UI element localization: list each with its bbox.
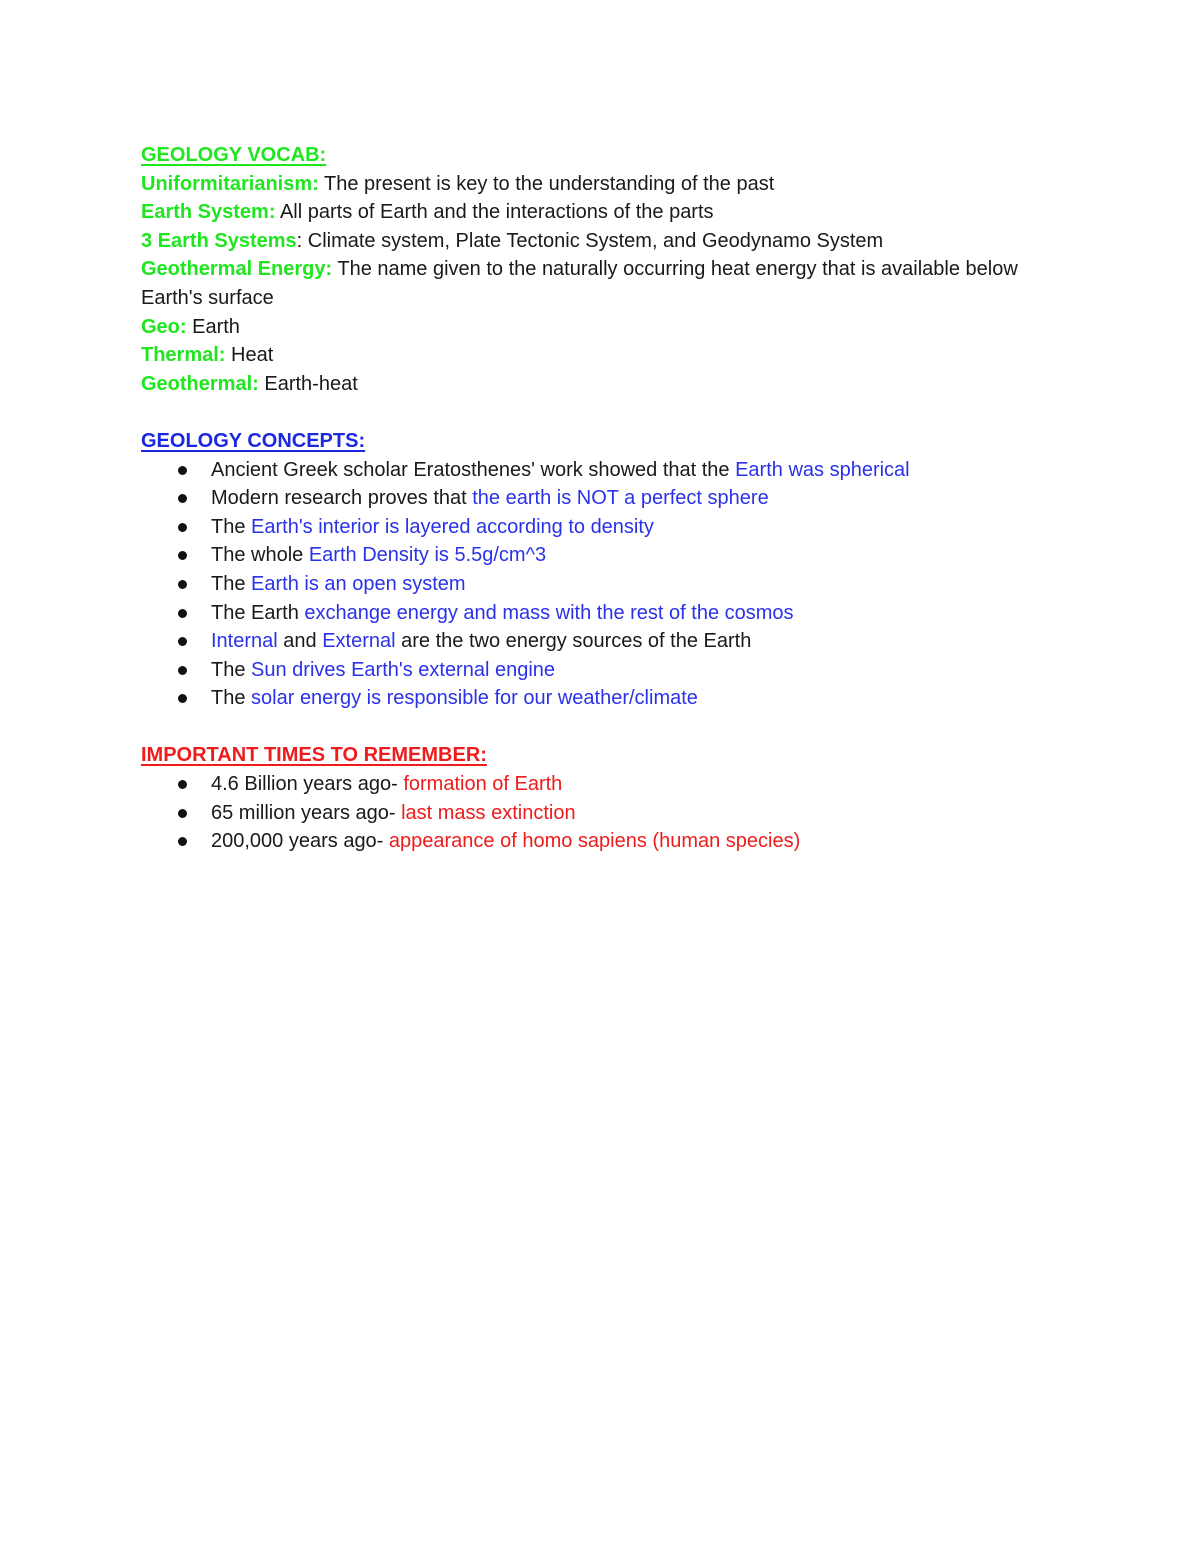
- vocab-term: Earth System:: [141, 201, 276, 224]
- item-highlight: formation of Earth: [403, 773, 563, 796]
- section-spacer: [141, 398, 1061, 427]
- vocab-definition: Earth: [186, 315, 240, 338]
- item-text: 200,000 years ago-: [211, 830, 389, 853]
- item-highlight: solar energy is responsible for our weather/climate: [251, 687, 698, 710]
- vocab-definition: All parts of Earth and the interactions of the parts: [275, 201, 714, 224]
- bullet-icon: [178, 837, 187, 846]
- vocab-term: Uniformitarianism:: [141, 172, 319, 195]
- list-item: [141, 541, 1061, 570]
- bullet-icon: [178, 609, 187, 618]
- bullet-icon: [178, 466, 187, 475]
- item-text: 4.6 Billion years ago-: [211, 773, 404, 796]
- list-item: [141, 456, 1061, 485]
- item-text: Modern research proves that: [211, 487, 473, 510]
- times-list: [141, 770, 1061, 856]
- item-highlight: Earth's interior is layered according to density: [251, 515, 654, 538]
- section-spacer: [141, 713, 1061, 742]
- list-item: [141, 656, 1061, 685]
- list-item: [141, 570, 1061, 599]
- bullet-icon: [178, 523, 187, 532]
- document-page: [141, 141, 1061, 856]
- concepts-list: [141, 456, 1061, 713]
- vocab-term: Geothermal:: [141, 372, 259, 395]
- vocab-entry: [141, 170, 1061, 199]
- vocab-entry: [141, 255, 1061, 312]
- item-text: and: [277, 630, 323, 653]
- concepts-heading: GEOLOGY CONCEPTS:: [141, 429, 366, 452]
- bullet-icon: [178, 580, 187, 589]
- item-text: The: [211, 658, 252, 681]
- list-item: [141, 513, 1061, 542]
- bullet-icon: [178, 666, 187, 675]
- vocab-heading: GEOLOGY VOCAB:: [141, 144, 327, 166]
- list-item: [141, 799, 1061, 828]
- bullet-icon: [178, 809, 187, 818]
- bullet-icon: [178, 694, 187, 703]
- item-highlight: Earth Density is 5.5g/cm^3: [308, 544, 547, 567]
- list-item: [141, 627, 1061, 656]
- bullet-icon: [178, 551, 187, 560]
- list-item: [141, 770, 1061, 799]
- list-item: [141, 827, 1061, 856]
- item-text: The: [211, 572, 252, 595]
- list-item: [141, 484, 1061, 513]
- vocab-entry: [141, 313, 1061, 342]
- vocab-entry: [141, 227, 1061, 256]
- vocab-term: 3 Earth Systems: [141, 229, 297, 252]
- vocab-entry: [141, 198, 1061, 227]
- vocab-entry: [141, 341, 1061, 370]
- item-highlight: exchange energy and mass with the rest of the cosmos: [304, 601, 794, 624]
- vocab-definition: : Climate system, Plate Tectonic System, and Geodynamo System: [296, 229, 884, 252]
- vocab-definition: The present is key to the understanding of the past: [318, 172, 775, 195]
- item-text: are the two energy sources of the Earth: [395, 630, 752, 653]
- list-item: [141, 599, 1061, 628]
- vocab-definition: Earth-heat: [258, 372, 358, 395]
- item-highlight: Sun drives Earth's external engine: [251, 658, 556, 681]
- vocab-definition: Heat: [225, 344, 274, 367]
- item-highlight: Earth was spherical: [735, 458, 910, 481]
- item-text: The: [211, 515, 252, 538]
- item-text: Ancient Greek scholar Eratosthenes' work showed that the: [211, 458, 736, 481]
- item-text: 65 million years ago-: [211, 801, 402, 824]
- times-heading: IMPORTANT TIMES TO REMEMBER:: [141, 744, 487, 767]
- item-highlight: the earth is NOT a perfect sphere: [472, 487, 769, 510]
- bullet-icon: [178, 637, 187, 646]
- vocab-term: Thermal:: [141, 344, 226, 367]
- item-text: The whole: [211, 544, 309, 567]
- item-highlight: Earth is an open system: [251, 572, 466, 595]
- vocab-entry: [141, 370, 1061, 399]
- item-highlight: External: [322, 630, 396, 653]
- vocab-term: Geo:: [141, 315, 187, 338]
- item-highlight: appearance of homo sapiens (human species): [388, 830, 801, 853]
- vocab-definition: The name given to the naturally occurring heat energy that is available below Earth's surface: [141, 258, 1018, 309]
- item-text: The: [211, 687, 252, 710]
- bullet-icon: [178, 780, 187, 789]
- bullet-icon: [178, 494, 187, 503]
- item-highlight: last mass extinction: [401, 801, 576, 824]
- item-highlight: Internal: [211, 630, 278, 653]
- vocab-term: Geothermal Energy:: [141, 258, 333, 281]
- list-item: [141, 684, 1061, 713]
- item-text: The Earth: [211, 601, 305, 624]
